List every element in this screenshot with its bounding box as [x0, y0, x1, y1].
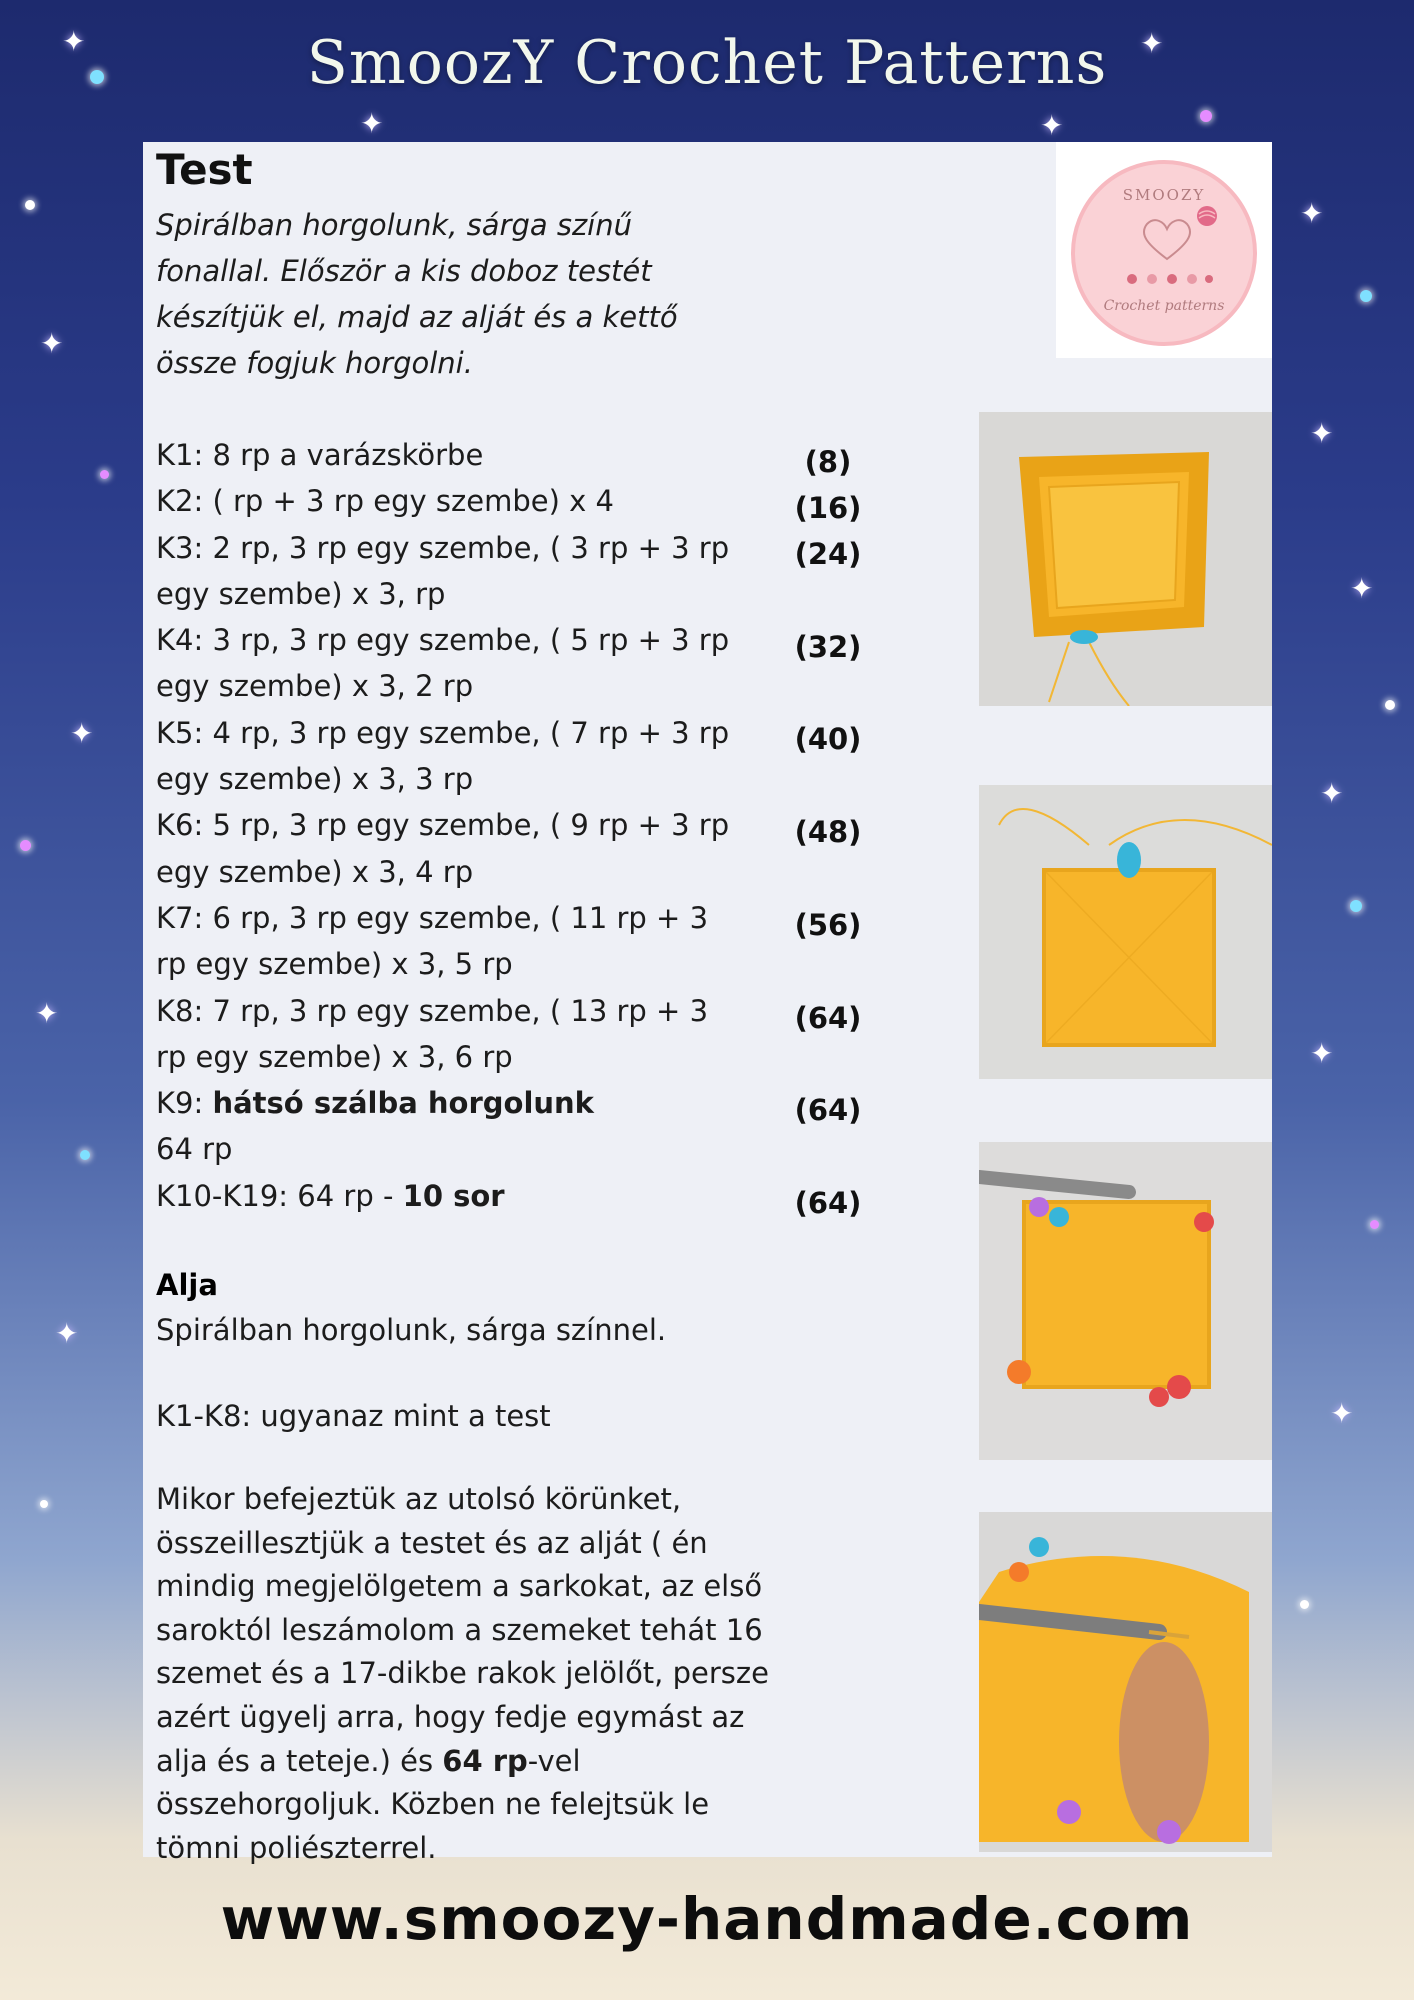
- sparkle-icon: ✦: [1320, 777, 1344, 810]
- row-k7-line1: K7: 6 rp, 3 rp egy szembe, ( 11 rp + 3: [156, 900, 709, 935]
- row-k2: K2: ( rp + 3 rp egy szembe) x 4: [156, 484, 614, 519]
- count-k9: (64): [794, 1093, 862, 1127]
- star-dot: [1300, 1600, 1309, 1609]
- sparkle-icon: ✦: [1310, 417, 1334, 450]
- alja-text: Spirálban horgolunk, sárga színnel.: [156, 1313, 667, 1347]
- final-part2: -vel összehorgoljuk. Közben ne felejtsük le tömni poliészterrel.: [156, 1743, 710, 1865]
- logo: [1056, 142, 1272, 358]
- photo-square-base: [979, 785, 1272, 1079]
- logo-top-text: SMOOZY: [1122, 186, 1206, 204]
- star-dot: [1385, 700, 1395, 710]
- row-k4-line2: egy szembe) x 3, 2 rp: [156, 669, 474, 704]
- pattern-rows: [156, 432, 756, 1219]
- row-k1: K1: 8 rp a varázskörbe: [156, 438, 484, 472]
- sparkle-icon: ✦: [1140, 27, 1164, 60]
- count-k6: (48): [794, 815, 862, 849]
- logo-badge: [1071, 160, 1257, 346]
- heart-icon: [1137, 214, 1197, 264]
- final-instructions: [156, 1478, 776, 1870]
- photo-yarn-stuffing: [979, 1512, 1272, 1852]
- footer-url[interactable]: www.smoozy-handmade.com: [220, 1885, 1194, 1953]
- star-dot: [40, 1500, 48, 1508]
- sparkle-icon: ✦: [1300, 197, 1324, 230]
- count-k7: (56): [794, 908, 862, 942]
- count-k10: (64): [794, 1186, 862, 1220]
- star-dot: [1360, 290, 1372, 302]
- sparkle-icon: ✦: [1330, 1397, 1354, 1430]
- count-k3: (24): [794, 537, 862, 571]
- row-k10-k19: [156, 1173, 756, 1219]
- star-dot: [25, 200, 35, 210]
- row-k9-bold: hátsó szálba horgolunk: [212, 1086, 594, 1121]
- row-k9-line2: 64 rp: [156, 1132, 233, 1167]
- photo-yarn-joining: [979, 1142, 1272, 1460]
- star-dot: [1350, 900, 1362, 912]
- sparkle-icon: ✦: [1040, 109, 1064, 142]
- row-k10-bold: 10 sor: [402, 1178, 505, 1213]
- row-k3-line2: egy szembe) x 3, rp: [156, 576, 446, 611]
- header-title: SmoozY Crochet Patterns: [306, 28, 1108, 98]
- flowers-icon: [1117, 269, 1217, 289]
- photo-yarn-box: [979, 412, 1272, 706]
- final-part1: Mikor befejeztük az utolsó körünket, összeillesztjük a testet és az alját ( én mindig megjelölgetem a sarkokat, az első saroktól leszámolom a szemeket tehát 16 szemet és a 17-dikbe rakok jelölőt, persze azért ügyelj arra, hogy fedje egymást az alja és a teteje.) és: [156, 1482, 769, 1778]
- row-k9-prefix: K9:: [156, 1086, 213, 1121]
- sparkle-icon: ✦: [35, 997, 59, 1030]
- row-k4-line1: K4: 3 rp, 3 rp egy szembe, ( 5 rp + 3 rp: [156, 623, 730, 658]
- alja-title: Alja: [156, 1268, 218, 1302]
- sparkle-icon: ✦: [55, 1317, 79, 1350]
- sparkle-icon: ✦: [360, 107, 384, 140]
- photo-box-body: [979, 412, 1272, 706]
- row-k6-line1: K6: 5 rp, 3 rp egy szembe, ( 9 rp + 3 rp: [156, 808, 730, 843]
- count-k8: (64): [794, 1001, 862, 1035]
- row-k9: [156, 1080, 756, 1126]
- photo-yarn-square: [979, 785, 1272, 1079]
- row-k7-line2: rp egy szembe) x 3, 5 rp: [156, 947, 513, 982]
- row-k6-line2: egy szembe) x 3, 4 rp: [156, 854, 474, 889]
- final-bold: 64 rp: [442, 1743, 528, 1778]
- count-k4: (32): [794, 630, 862, 664]
- row-k8-line1: K8: 7 rp, 3 rp egy szembe, ( 13 rp + 3: [156, 993, 709, 1028]
- section-title: Test: [156, 145, 253, 194]
- count-k1: (8): [804, 445, 852, 479]
- section-intro: Spirálban horgolunk, sárga színű fonallal. Először a kis doboz testét készítjük el, majd az alját és a kettő össze fogjuk horgolni.: [156, 208, 678, 380]
- photo-joining: [979, 1142, 1272, 1460]
- count-k2: (16): [794, 491, 862, 525]
- star-dot: [1200, 110, 1212, 122]
- row-k10-prefix: K10-K19: 64 rp -: [156, 1178, 403, 1213]
- sparkle-icon: ✦: [70, 717, 94, 750]
- photo-stuffing: [979, 1512, 1272, 1852]
- alja-rows: K1-K8: ugyanaz mint a test: [156, 1399, 551, 1433]
- sparkle-icon: ✦: [1350, 572, 1374, 605]
- sparkle-icon: ✦: [40, 327, 64, 360]
- count-k5: (40): [794, 722, 862, 756]
- star-dot: [100, 470, 109, 479]
- yarn-ball-icon: [1195, 204, 1219, 228]
- star-dot: [20, 840, 31, 851]
- star-dot: [1370, 1220, 1379, 1229]
- row-k5-line1: K5: 4 rp, 3 rp egy szembe, ( 7 rp + 3 rp: [156, 715, 730, 750]
- row-k3-line1: K3: 2 rp, 3 rp egy szembe, ( 3 rp + 3 rp: [156, 530, 730, 565]
- sparkle-icon: ✦: [62, 25, 86, 58]
- row-k5-line2: egy szembe) x 3, 3 rp: [156, 762, 474, 797]
- row-k8-line2: rp egy szembe) x 3, 6 rp: [156, 1039, 513, 1074]
- star-dot: [80, 1150, 90, 1160]
- content-panel: [143, 142, 1272, 1865]
- sparkle-icon: ✦: [1310, 1037, 1334, 1070]
- logo-bottom-text: Crochet patterns: [1103, 298, 1225, 314]
